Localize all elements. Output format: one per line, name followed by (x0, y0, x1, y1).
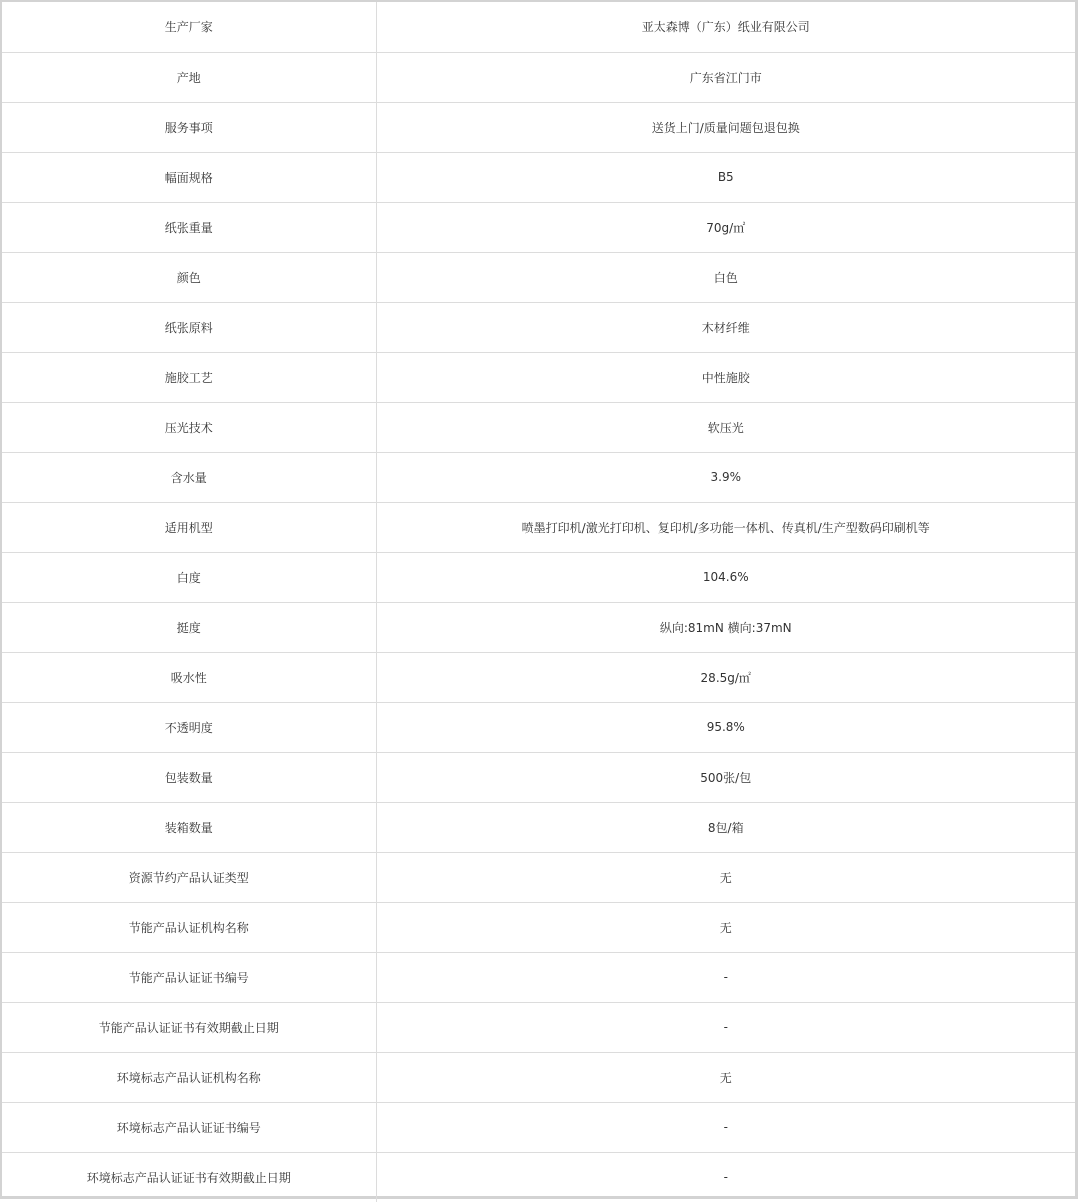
row-value: 白色 (376, 252, 1075, 302)
row-value: 亚太森博（广东）纸业有限公司 (376, 2, 1075, 52)
table-row (2, 1052, 1075, 1102)
table-row (2, 802, 1075, 852)
table-row (2, 502, 1075, 552)
row-value: 广东省江门市 (376, 52, 1075, 102)
table-row (2, 952, 1075, 1002)
table-row (2, 702, 1075, 752)
row-label: 不透明度 (2, 702, 376, 752)
row-label: 环境标志产品认证证书有效期截止日期 (2, 1152, 376, 1202)
row-label: 生产厂家 (2, 2, 376, 52)
row-value: 木材纤维 (376, 302, 1075, 352)
row-value: - (376, 1102, 1075, 1152)
row-label: 含水量 (2, 452, 376, 502)
table-row (2, 902, 1075, 952)
row-value: - (723, 1170, 728, 1185)
table-row (2, 52, 1075, 102)
table-row (2, 852, 1075, 902)
row-value: 500张/包 (376, 752, 1075, 802)
row-value: 104.6% (376, 552, 1075, 602)
row-value: - (376, 1002, 1075, 1052)
row-value: 软压光 (376, 402, 1075, 452)
table-row (2, 752, 1075, 802)
row-value: 纵向:81mN 横向:37mN (376, 602, 1075, 652)
spec-table (2, 2, 1075, 1202)
table-row (2, 202, 1075, 252)
row-label: 幅面规格 (2, 152, 376, 202)
row-value: 70g/㎡ (376, 202, 1075, 252)
row-value: 95.8% (376, 702, 1075, 752)
row-value: 无 (376, 852, 1075, 902)
table-row (2, 1102, 1075, 1152)
row-label: 服务事项 (2, 102, 376, 152)
row-label: 纸张原料 (2, 302, 376, 352)
row-label: 节能产品认证机构名称 (2, 902, 376, 952)
row-label: 环境标志产品认证机构名称 (2, 1052, 376, 1102)
row-label: 压光技术 (2, 402, 376, 452)
row-label: 白度 (2, 552, 376, 602)
row-label: 节能产品认证证书编号 (2, 952, 376, 1002)
table-row (2, 452, 1075, 502)
table-row (2, 252, 1075, 302)
row-label: 产地 (2, 52, 376, 102)
table-row (2, 102, 1075, 152)
row-value: 8包/箱 (376, 802, 1075, 852)
table-row (2, 152, 1075, 202)
row-value: B5 (376, 152, 1075, 202)
row-label: 节能产品认证证书有效期截止日期 (2, 1002, 376, 1052)
table-row (2, 302, 1075, 352)
row-label: 资源节约产品认证类型 (2, 852, 376, 902)
row-label: 适用机型 (2, 502, 376, 552)
table-row (2, 1152, 1075, 1202)
row-label: 挺度 (2, 602, 376, 652)
row-label: 环境标志产品认证证书编号 (2, 1102, 376, 1152)
table-row (2, 1002, 1075, 1052)
row-label: 纸张重量 (2, 202, 376, 252)
row-value: - (376, 952, 1075, 1002)
table-row (2, 402, 1075, 452)
row-value: 无 (376, 1052, 1075, 1102)
row-value: 无 (376, 902, 1075, 952)
row-value: 3.9% (376, 452, 1075, 502)
row-value: 喷墨打印机/激光打印机、复印机/多功能一体机、传真机/生产型数码印刷机等 (376, 502, 1075, 552)
row-label: 颜色 (2, 252, 376, 302)
row-label: 吸水性 (2, 652, 376, 702)
row-label: 施胶工艺 (2, 352, 376, 402)
row-label: 装箱数量 (2, 802, 376, 852)
table-row (2, 552, 1075, 602)
table-row (2, 652, 1075, 702)
table-row (2, 352, 1075, 402)
row-value: 送货上门/质量问题包退包换 (376, 102, 1075, 152)
row-value: 28.5g/㎡ (376, 652, 1075, 702)
row-label: 包装数量 (2, 752, 376, 802)
row-value: 中性施胶 (376, 352, 1075, 402)
table-row (2, 2, 1075, 52)
table-row (2, 602, 1075, 652)
